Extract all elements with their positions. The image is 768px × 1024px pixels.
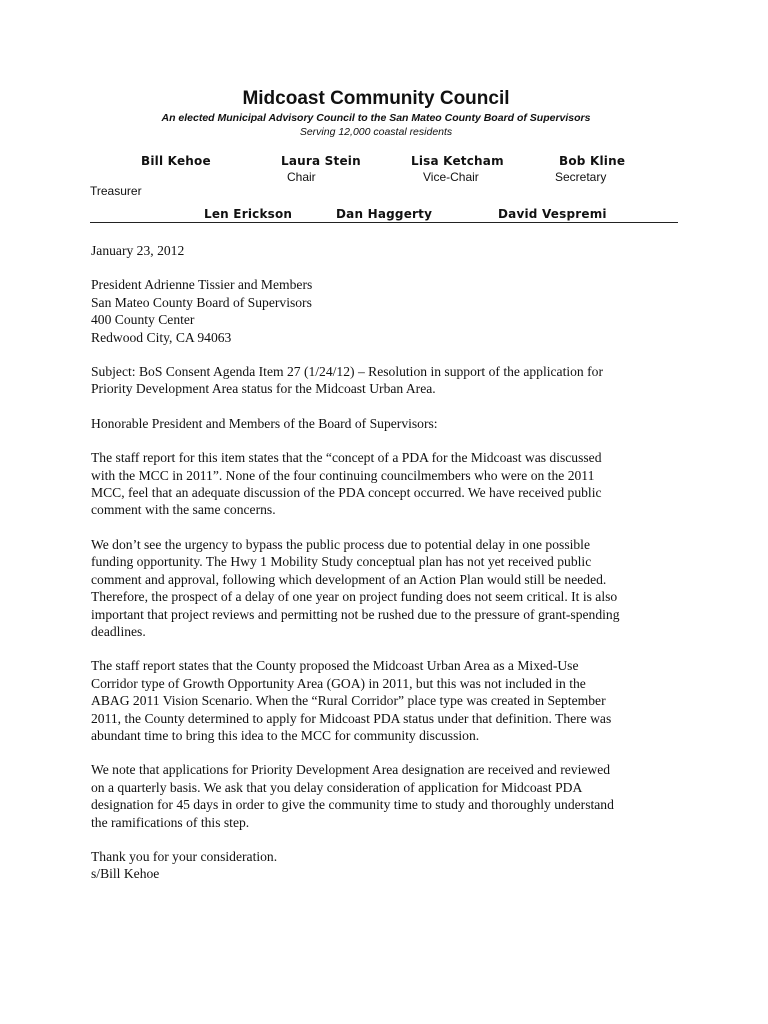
paragraph-line: 2011, the County determined to apply for Midcoast PDA status under that definition. There was xyxy=(91,710,612,726)
paragraph-line: The staff report states that the County proposed the Midcoast Urban Area as a Mixed-Use xyxy=(91,658,579,674)
member-name-stein: Laura Stein xyxy=(281,154,361,168)
paragraph-3 xyxy=(91,657,691,744)
member-name-erickson: Len Erickson xyxy=(204,207,293,221)
address-line: Redwood City, CA 94063 xyxy=(91,329,232,345)
closing: Thank you for your consideration. xyxy=(91,848,278,864)
subject-line xyxy=(91,363,691,398)
paragraph-line: designation for 45 days in order to give the community time to study and thoroughly understand xyxy=(91,797,614,813)
paragraph-2 xyxy=(91,536,691,640)
paragraph-line: MCC, feel that an adequate discussion of the PDA concept occurred. We have received public xyxy=(91,485,602,501)
letterhead-divider xyxy=(90,222,678,223)
org-serving: Serving 12,000 coastal residents xyxy=(299,126,453,138)
paragraph-line: comment and approval, following which development of an Action Plan would still be needed. xyxy=(91,571,607,587)
member-name-ketcham: Lisa Ketcham xyxy=(411,154,504,168)
paragraph-line: important that project reviews and permitting not be rushed due to the pressure of grant-spending xyxy=(91,606,620,622)
member-role-vice-chair: Vice-Chair xyxy=(423,170,479,184)
paragraph-line: deadlines. xyxy=(91,623,146,639)
paragraph-line: Corridor type of Growth Opportunity Area (GOA) in 2011, but this was not included in the xyxy=(91,675,586,691)
paragraph-line: the ramifications of this step. xyxy=(91,814,250,830)
paragraph-line: abundant time to bring this idea to the MCC for community discussion. xyxy=(91,727,480,743)
address-line: San Mateo County Board of Supervisors xyxy=(91,294,312,310)
member-name-haggerty: Dan Haggerty xyxy=(336,207,433,221)
paragraph-4 xyxy=(91,761,691,831)
member-name-vespremi: David Vespremi xyxy=(498,207,607,221)
member-role-chair: Chair xyxy=(287,170,316,184)
org-tagline: An elected Municipal Advisory Council to the San Mateo County Board of Supervisors xyxy=(161,112,591,124)
paragraph-1 xyxy=(91,449,691,519)
recipient-address xyxy=(91,276,691,346)
signature: s/Bill Kehoe xyxy=(91,866,160,882)
subject-text: Subject: BoS Consent Agenda Item 27 (1/24/12) – Resolution in support of the application for xyxy=(91,364,603,380)
address-line: President Adrienne Tissier and Members xyxy=(91,277,313,293)
member-role-treasurer: Treasurer xyxy=(90,184,142,198)
salutation: Honorable President and Members of the Board of Supervisors: xyxy=(91,415,438,431)
org-name: Midcoast Community Council xyxy=(242,88,510,109)
paragraph-line: We don’t see the urgency to bypass the public process due to potential delay in one possible xyxy=(91,536,590,552)
subject-text: Priority Development Area status for the Midcoast Urban Area. xyxy=(91,381,436,397)
letter-body xyxy=(91,242,691,883)
paragraph-line: funding opportunity. The Hwy 1 Mobility Study conceptual plan has not yet received public xyxy=(91,554,592,570)
paragraph-line: comment with the same concerns. xyxy=(91,502,276,518)
member-name-kline: Bob Kline xyxy=(559,154,626,168)
letter-date: January 23, 2012 xyxy=(91,243,185,258)
paragraph-line: on a quarterly basis. We ask that you delay consideration of application for Midcoast PDA xyxy=(91,779,583,795)
paragraph-line: ABAG 2011 Vision Scenario. When the “Rural Corridor” place type was created in September xyxy=(91,693,606,709)
paragraph-line: with the MCC in 2011”. None of the four continuing councilmembers who were on the 2011 xyxy=(91,467,595,483)
paragraph-line: We note that applications for Priority Development Area designation are received and reviewed xyxy=(91,762,611,778)
member-name-kehoe: Bill Kehoe xyxy=(141,154,211,168)
paragraph-line: Therefore, the prospect of a delay of one year on project funding does not seem critical. It is also xyxy=(91,589,618,605)
member-role-secretary: Secretary xyxy=(555,170,607,184)
address-line: 400 County Center xyxy=(91,312,195,328)
paragraph-line: The staff report for this item states that the “concept of a PDA for the Midcoast was discussed xyxy=(91,450,602,466)
